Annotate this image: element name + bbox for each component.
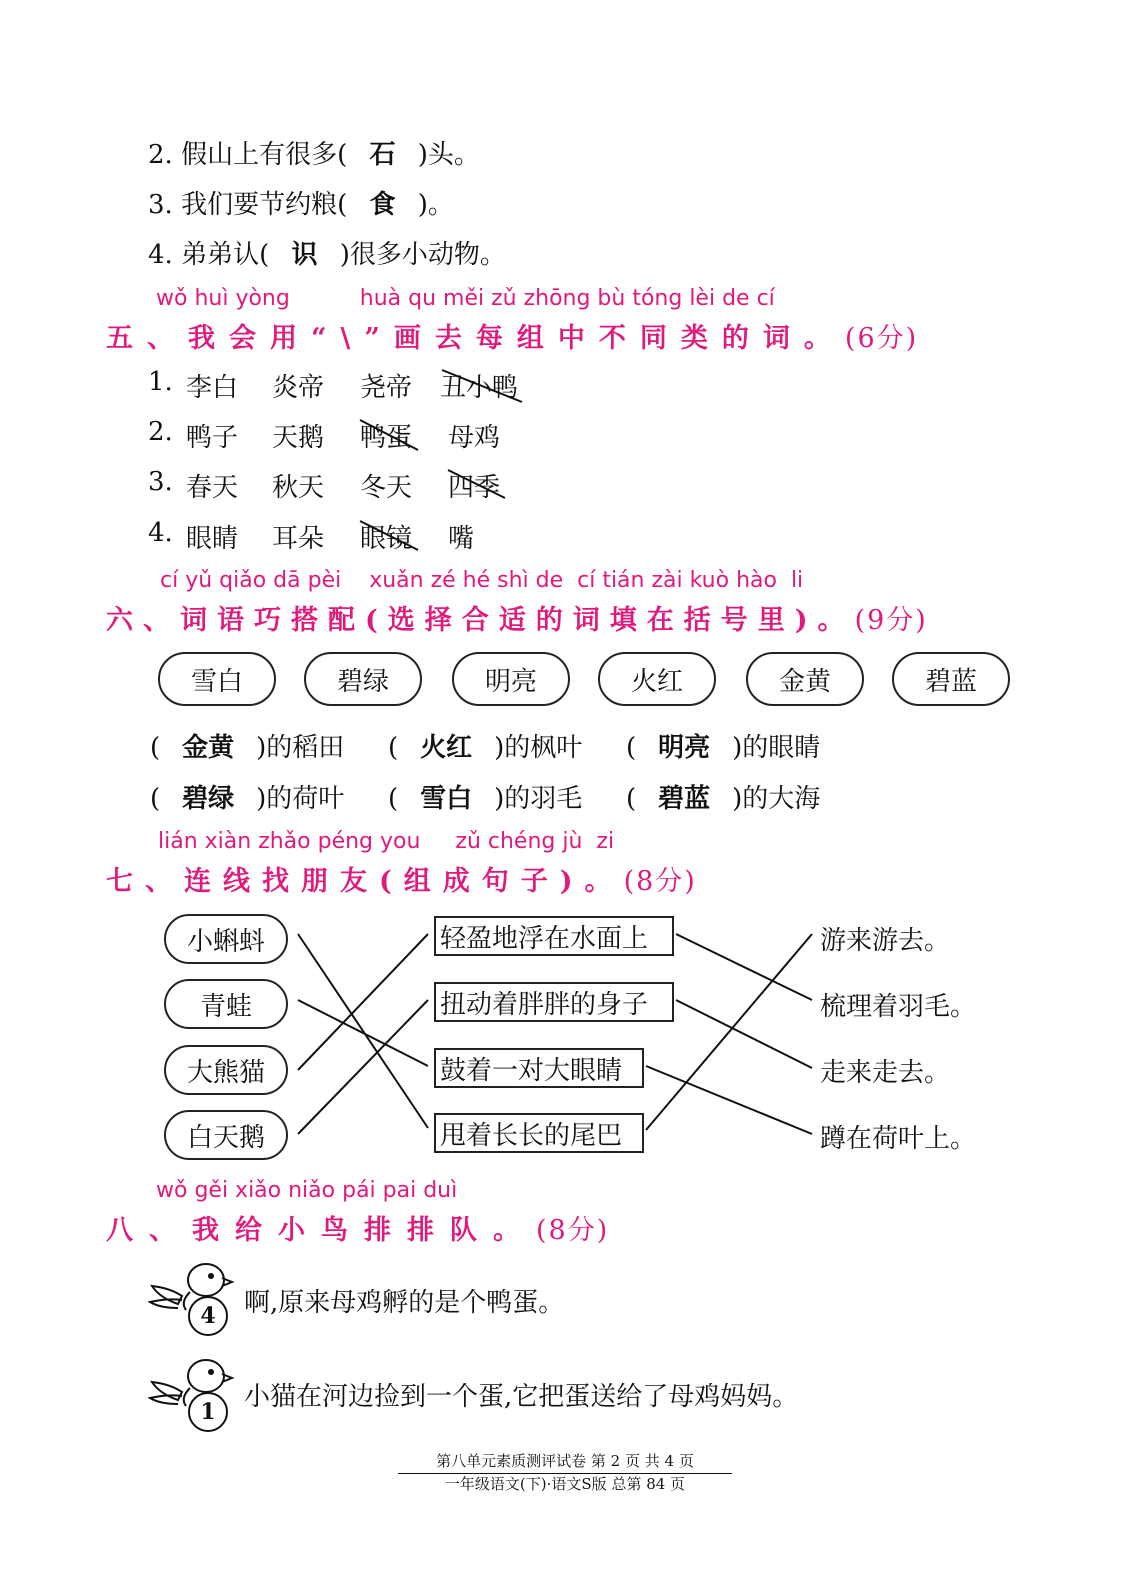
fill-phrase: ( 火红 )的枫叶	[388, 733, 583, 763]
ending-phrase: 游来游去。	[820, 926, 951, 956]
animal-cloud: 大熊猫	[164, 1045, 288, 1095]
fill-phrase: ( 金黄 )的稻田	[150, 733, 345, 763]
ending-phrase: 蹲在荷叶上。	[820, 1124, 977, 1154]
option-cloud: 明亮	[452, 652, 570, 706]
section6-heading: 六、词语巧搭配(选择合适的词填在括号里)。(9分)	[106, 605, 928, 636]
sentence: 小猫在河边捡到一个蛋,它把蛋送给了母鸡妈妈。	[244, 1382, 799, 1412]
action-box: 轻盈地浮在水面上	[434, 916, 674, 956]
option-cloud: 火红	[598, 652, 716, 706]
fill-phrase: ( 雪白 )的羽毛	[388, 784, 583, 814]
fill-item: 3. 我们要节约粮( 食 )。	[148, 190, 454, 220]
option-cloud: 碧蓝	[892, 652, 1010, 706]
fill-item: 2. 假山上有很多( 石 )头。	[148, 140, 480, 170]
animal-cloud: 白天鹅	[164, 1110, 288, 1160]
section8-pinyin: wǒ gěi xiǎo niǎo pái pai duì	[156, 1178, 458, 1203]
sentence: 啊,原来母鸡孵的是个鸭蛋。	[244, 1288, 565, 1318]
section7-pinyin: lián xiàn zhǎo péng you zǔ chéng jù zi	[158, 829, 615, 854]
ending-phrase: 走来走去。	[820, 1058, 951, 1088]
ending-phrase: 梳理着羽毛。	[820, 992, 977, 1022]
option-cloud: 金黄	[746, 652, 864, 706]
fill-phrase: ( 碧绿 )的荷叶	[150, 784, 345, 814]
footer-line2: 一年级语文(下)·语文S版 总第 84 页	[444, 1475, 686, 1493]
section8-heading: 八、我给小鸟排排队。(8分)	[106, 1215, 610, 1246]
animal-cloud: 青蛙	[164, 979, 288, 1029]
order-number: 1	[188, 1392, 228, 1432]
option-cloud: 雪白	[158, 652, 276, 706]
animal-cloud: 小蝌蚪	[164, 914, 288, 964]
fill-phrase: ( 明亮 )的眼睛	[626, 733, 821, 763]
action-box: 甩着长长的尾巴	[434, 1113, 644, 1153]
fill-phrase: ( 碧蓝 )的大海	[626, 784, 821, 814]
section5-pinyin: wǒ huì yòng huà qu měi zǔ zhōng bù tóng lèi de cí	[156, 286, 775, 311]
section7-heading: 七、连线找朋友(组成句子)。(8分)	[106, 866, 697, 897]
footer-line1: 第八单元素质测评试卷 第 2 页 共 4 页	[398, 1450, 732, 1474]
action-box: 鼓着一对大眼睛	[434, 1048, 644, 1088]
action-box: 扭动着胖胖的身子	[434, 982, 674, 1022]
fill-item: 4. 弟弟认( 识 )很多小动物。	[148, 240, 506, 270]
order-number: 4	[188, 1296, 228, 1336]
section5-heading: 五、我会用“\”画去每组中不同类的词。(6分)	[106, 323, 919, 354]
option-cloud: 碧绿	[304, 652, 422, 706]
section6-pinyin: cí yǔ qiǎo dā pèi xuǎn zé hé shì de cí tián zài kuò hào li	[160, 568, 804, 593]
